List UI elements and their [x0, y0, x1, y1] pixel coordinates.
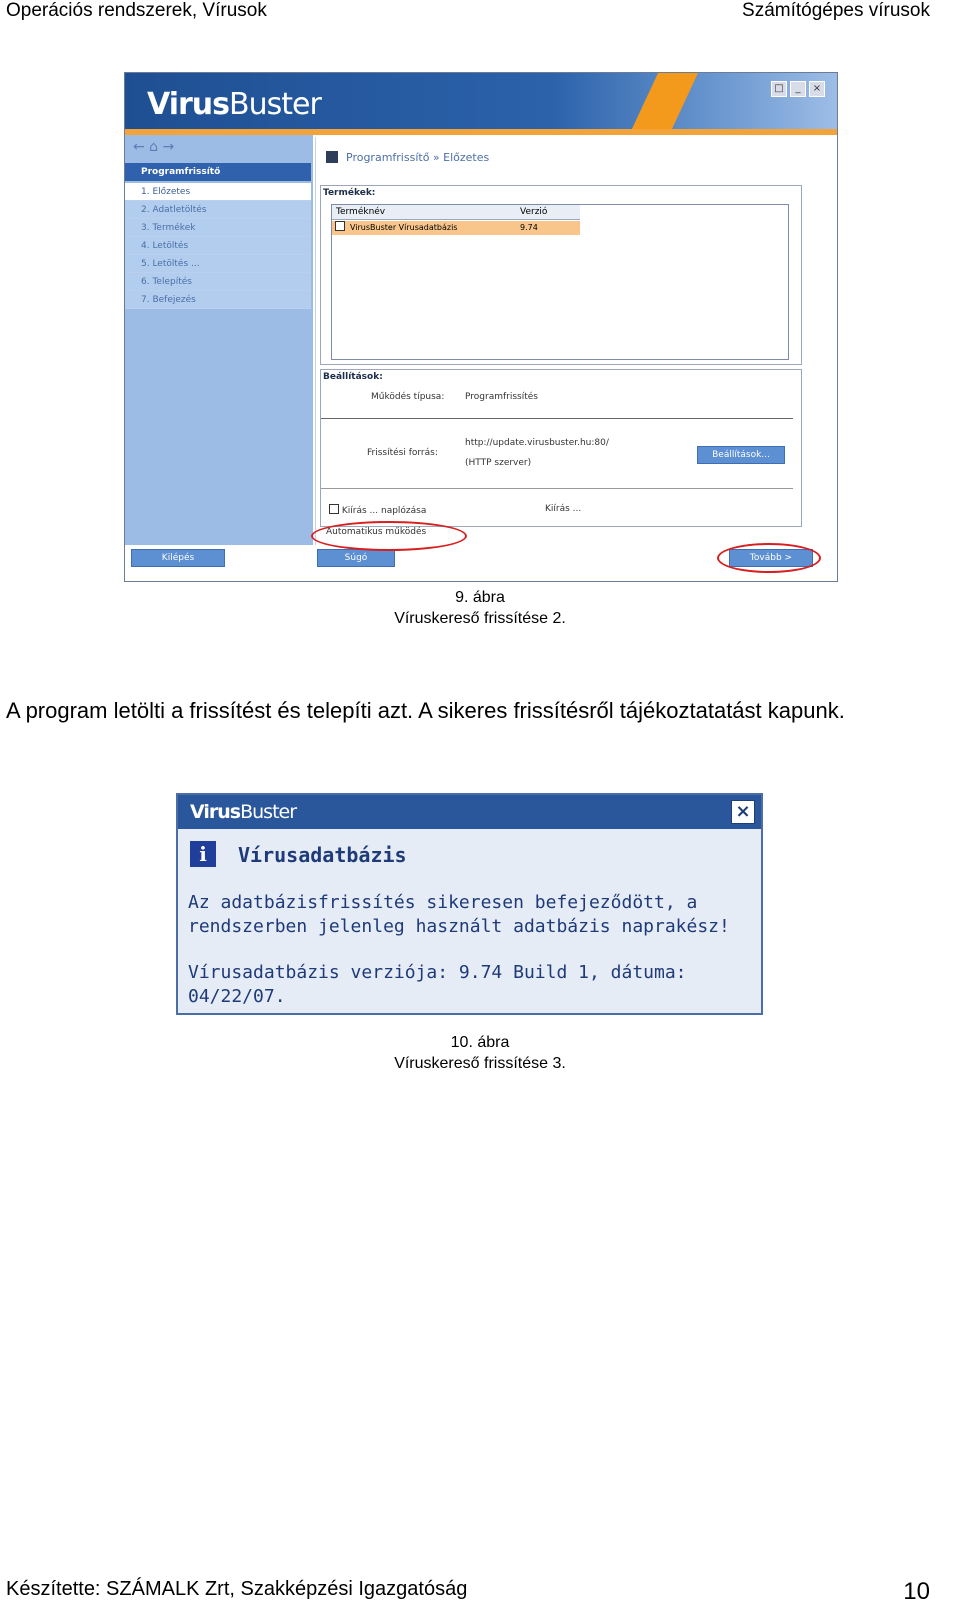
header-right: Számítógépes vírusok — [742, 0, 930, 21]
settings-label: Beállítások: — [323, 372, 383, 382]
settings-group — [320, 369, 802, 527]
highlight-ring-auto — [311, 521, 467, 551]
figure10-caption: 10. ábra Víruskereső frissítése 3. — [394, 1034, 566, 1072]
page-number: 10 — [903, 1578, 930, 1605]
product-name: VirusBuster Vírusadatbázis — [350, 223, 458, 232]
wizard-sidebar — [125, 135, 313, 545]
info-icon: i — [190, 841, 216, 867]
auto-mode-option[interactable]: Automatikus működés — [326, 527, 427, 537]
virusbuster-update-window — [124, 72, 838, 582]
column-version[interactable]: Verzió — [520, 207, 548, 217]
header-left: Operációs rendszerek, Vírusok — [6, 0, 267, 21]
wizard-steps — [125, 183, 311, 309]
server-type: (HTTP szerver) — [465, 458, 532, 468]
nav-icons[interactable]: ← ⌂ → — [133, 139, 175, 155]
mode-label: Működés típusa: — [371, 392, 445, 402]
close-icon[interactable]: × — [731, 800, 755, 824]
close-button[interactable]: × — [809, 81, 825, 97]
products-label: Termékek: — [323, 188, 376, 198]
wizard-step[interactable]: 7. Befejezés — [125, 291, 311, 309]
highlight-ring-next — [717, 543, 821, 573]
dialog-version: Vírusadatbázis verziója: 9.74 Build 1, dátuma: 04/22/07. — [188, 962, 687, 1007]
maximize-button[interactable]: □ — [771, 81, 787, 97]
wizard-step[interactable]: 3. Termékek — [125, 219, 311, 237]
figure9-caption: 9. ábra Víruskereső frissítése 2. — [394, 589, 566, 627]
log-checkbox[interactable]: Kiírás ... naplózása — [329, 504, 426, 516]
wizard-title: Programfrissítő — [125, 163, 311, 181]
wizard-step[interactable]: 5. Letöltés ... — [125, 255, 311, 273]
exit-button[interactable]: Kilépés — [131, 549, 225, 567]
wizard-content — [315, 137, 816, 545]
body-paragraph: A program letölti a frissítést és telepíti azt. A sikeres frissítésről tájékoztatatást kapunk. — [6, 698, 845, 723]
breadcrumb: Programfrissítő » Előzetes — [326, 151, 489, 164]
log-option[interactable]: Kiírás ... — [545, 504, 582, 514]
page-footer — [6, 1578, 930, 1606]
wizard-step[interactable]: 2. Adatletöltés — [125, 201, 311, 219]
virusbuster-logo: VirusBuster — [190, 801, 297, 823]
product-checkbox[interactable] — [335, 221, 345, 231]
footer-author: Készítette: SZÁMALK Zrt, Szakképzési Igazgatóság — [6, 1578, 468, 1600]
window-controls — [771, 81, 825, 97]
products-group — [320, 185, 802, 365]
help-button[interactable]: Súgó — [317, 549, 395, 567]
server-label: Frissítési forrás: — [367, 448, 438, 458]
wizard-step[interactable]: 6. Telepítés — [125, 273, 311, 291]
product-version: 9.74 — [520, 223, 538, 232]
table-header — [332, 205, 580, 220]
wizard-step[interactable]: 1. Előzetes — [125, 183, 311, 201]
dialog-message: Az adatbázisfrissítés sikeresen befejeződött, a rendszerben jelenleg használt adatbázis naprakész! — [188, 892, 730, 937]
update-icon — [326, 151, 338, 163]
mode-value[interactable]: Programfrissítés — [465, 392, 538, 402]
wizard-step[interactable]: 4. Letöltés — [125, 237, 311, 255]
checkbox-icon[interactable] — [329, 504, 339, 514]
settings-button[interactable]: Beállítások... — [697, 446, 785, 464]
dialog-title: Vírusadatbázis — [238, 843, 407, 867]
next-button[interactable]: Tovább > — [729, 549, 813, 567]
products-table — [331, 204, 789, 360]
table-row[interactable] — [332, 221, 580, 235]
minimize-button[interactable]: _ — [790, 81, 806, 97]
virusdatabase-notification — [176, 793, 763, 1015]
column-name[interactable]: Terméknév — [336, 207, 386, 217]
virusbuster-logo: VirusBuster — [147, 87, 321, 122]
page-header — [6, 0, 930, 22]
server-url: http://update.virusbuster.hu:80/ — [465, 438, 609, 448]
